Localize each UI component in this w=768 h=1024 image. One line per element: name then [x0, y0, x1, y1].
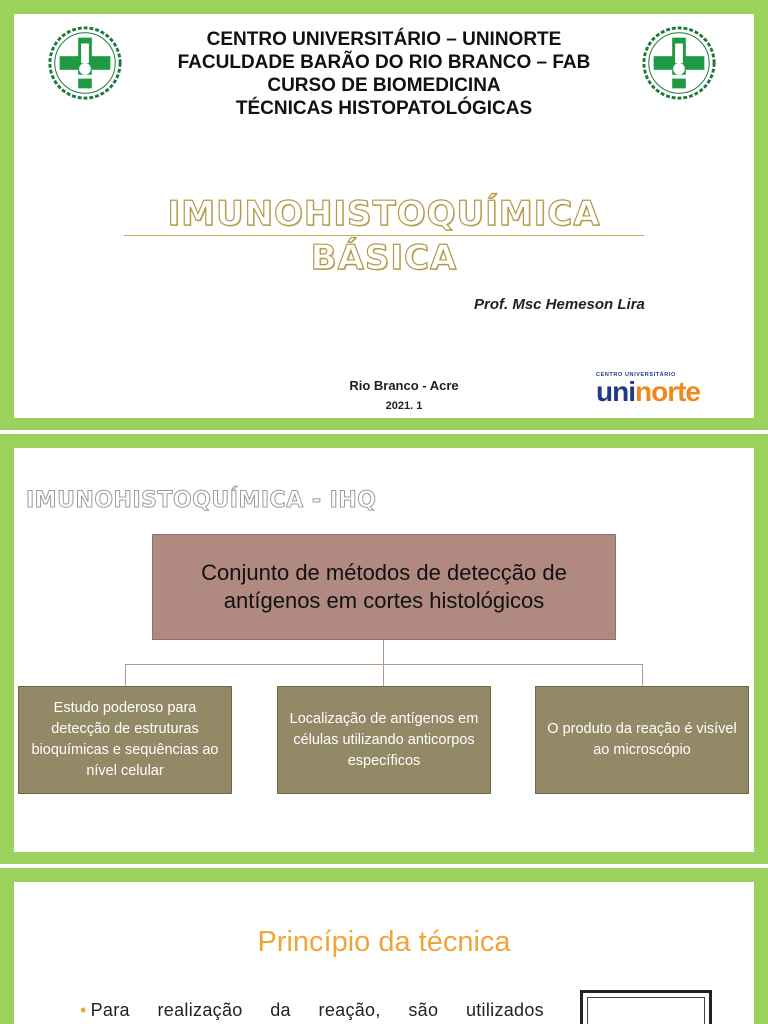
title-divider	[124, 235, 644, 236]
professor-name: Prof. Msc Hemeson Lira	[474, 296, 645, 313]
slide-principle	[0, 868, 768, 1024]
connector-line	[125, 664, 643, 665]
connector-line	[125, 664, 126, 686]
uninorte-logo-subtitle: CENTRO UNIVERSITÁRIO	[596, 372, 676, 378]
bullet-word: utilizados	[465, 1000, 544, 1020]
bullet-text	[80, 1000, 544, 1021]
location-date	[314, 376, 494, 416]
figure-inner	[587, 997, 705, 1024]
bullet-dot-icon: •	[80, 1000, 87, 1020]
slide-ihq-canvas	[14, 448, 754, 852]
connector-line	[642, 664, 643, 686]
presentation-title-line2: BÁSICA	[310, 238, 458, 278]
slide-heading: IMUNOHISTOQUÍMICA - IHQ	[26, 488, 377, 513]
presentation-title-line1: IMUNOHISTOQUÍMICA	[167, 194, 601, 234]
bullet-word: são	[408, 1000, 439, 1020]
city-label: Rio Branco - Acre	[349, 378, 459, 393]
uninorte-logo	[596, 372, 746, 412]
uninorte-logo-part2: norte	[635, 376, 700, 407]
detail-box-study: Estudo poderoso para detecção de estruturas bioquímicas e sequências ao nível celular	[18, 686, 232, 794]
institution-line: FACULDADE BARÃO DO RIO BRANCO – FAB	[177, 52, 591, 73]
slide-title	[0, 0, 768, 430]
year-label: 2021. 1	[385, 400, 423, 412]
institution-header	[14, 28, 754, 120]
detail-box-product: O produto da reação é visível ao microscópio	[535, 686, 749, 794]
uninorte-logo-word	[596, 376, 700, 408]
slide-ihq-definition	[0, 434, 768, 864]
institution-line: TÉCNICAS HISTOPATOLÓGICAS	[235, 98, 533, 119]
bullet-word: reação,	[318, 1000, 381, 1020]
connector-line	[383, 664, 384, 686]
slide-heading: Princípio da técnica	[257, 926, 511, 958]
connector-line	[383, 640, 384, 664]
bullet-word-text: Para	[90, 1000, 130, 1020]
bullet-word: realização	[157, 1000, 243, 1020]
institution-line: CENTRO UNIVERSITÁRIO – UNINORTE	[206, 29, 562, 50]
definition-box: Conjunto de métodos de detecção de antígenos em cortes histológicos	[152, 534, 616, 640]
bullet-word	[80, 1000, 130, 1021]
bullet-word: da	[270, 1000, 291, 1020]
detail-box-localization: Localização de antígenos em células utilizando anticorpos específicos	[277, 686, 491, 794]
uninorte-logo-part1: uni	[596, 376, 635, 407]
slide-title-canvas	[14, 14, 754, 418]
slide-principle-canvas	[14, 882, 754, 1024]
institution-line: CURSO DE BIOMEDICINA	[267, 75, 501, 96]
figure-frame	[580, 990, 712, 1024]
